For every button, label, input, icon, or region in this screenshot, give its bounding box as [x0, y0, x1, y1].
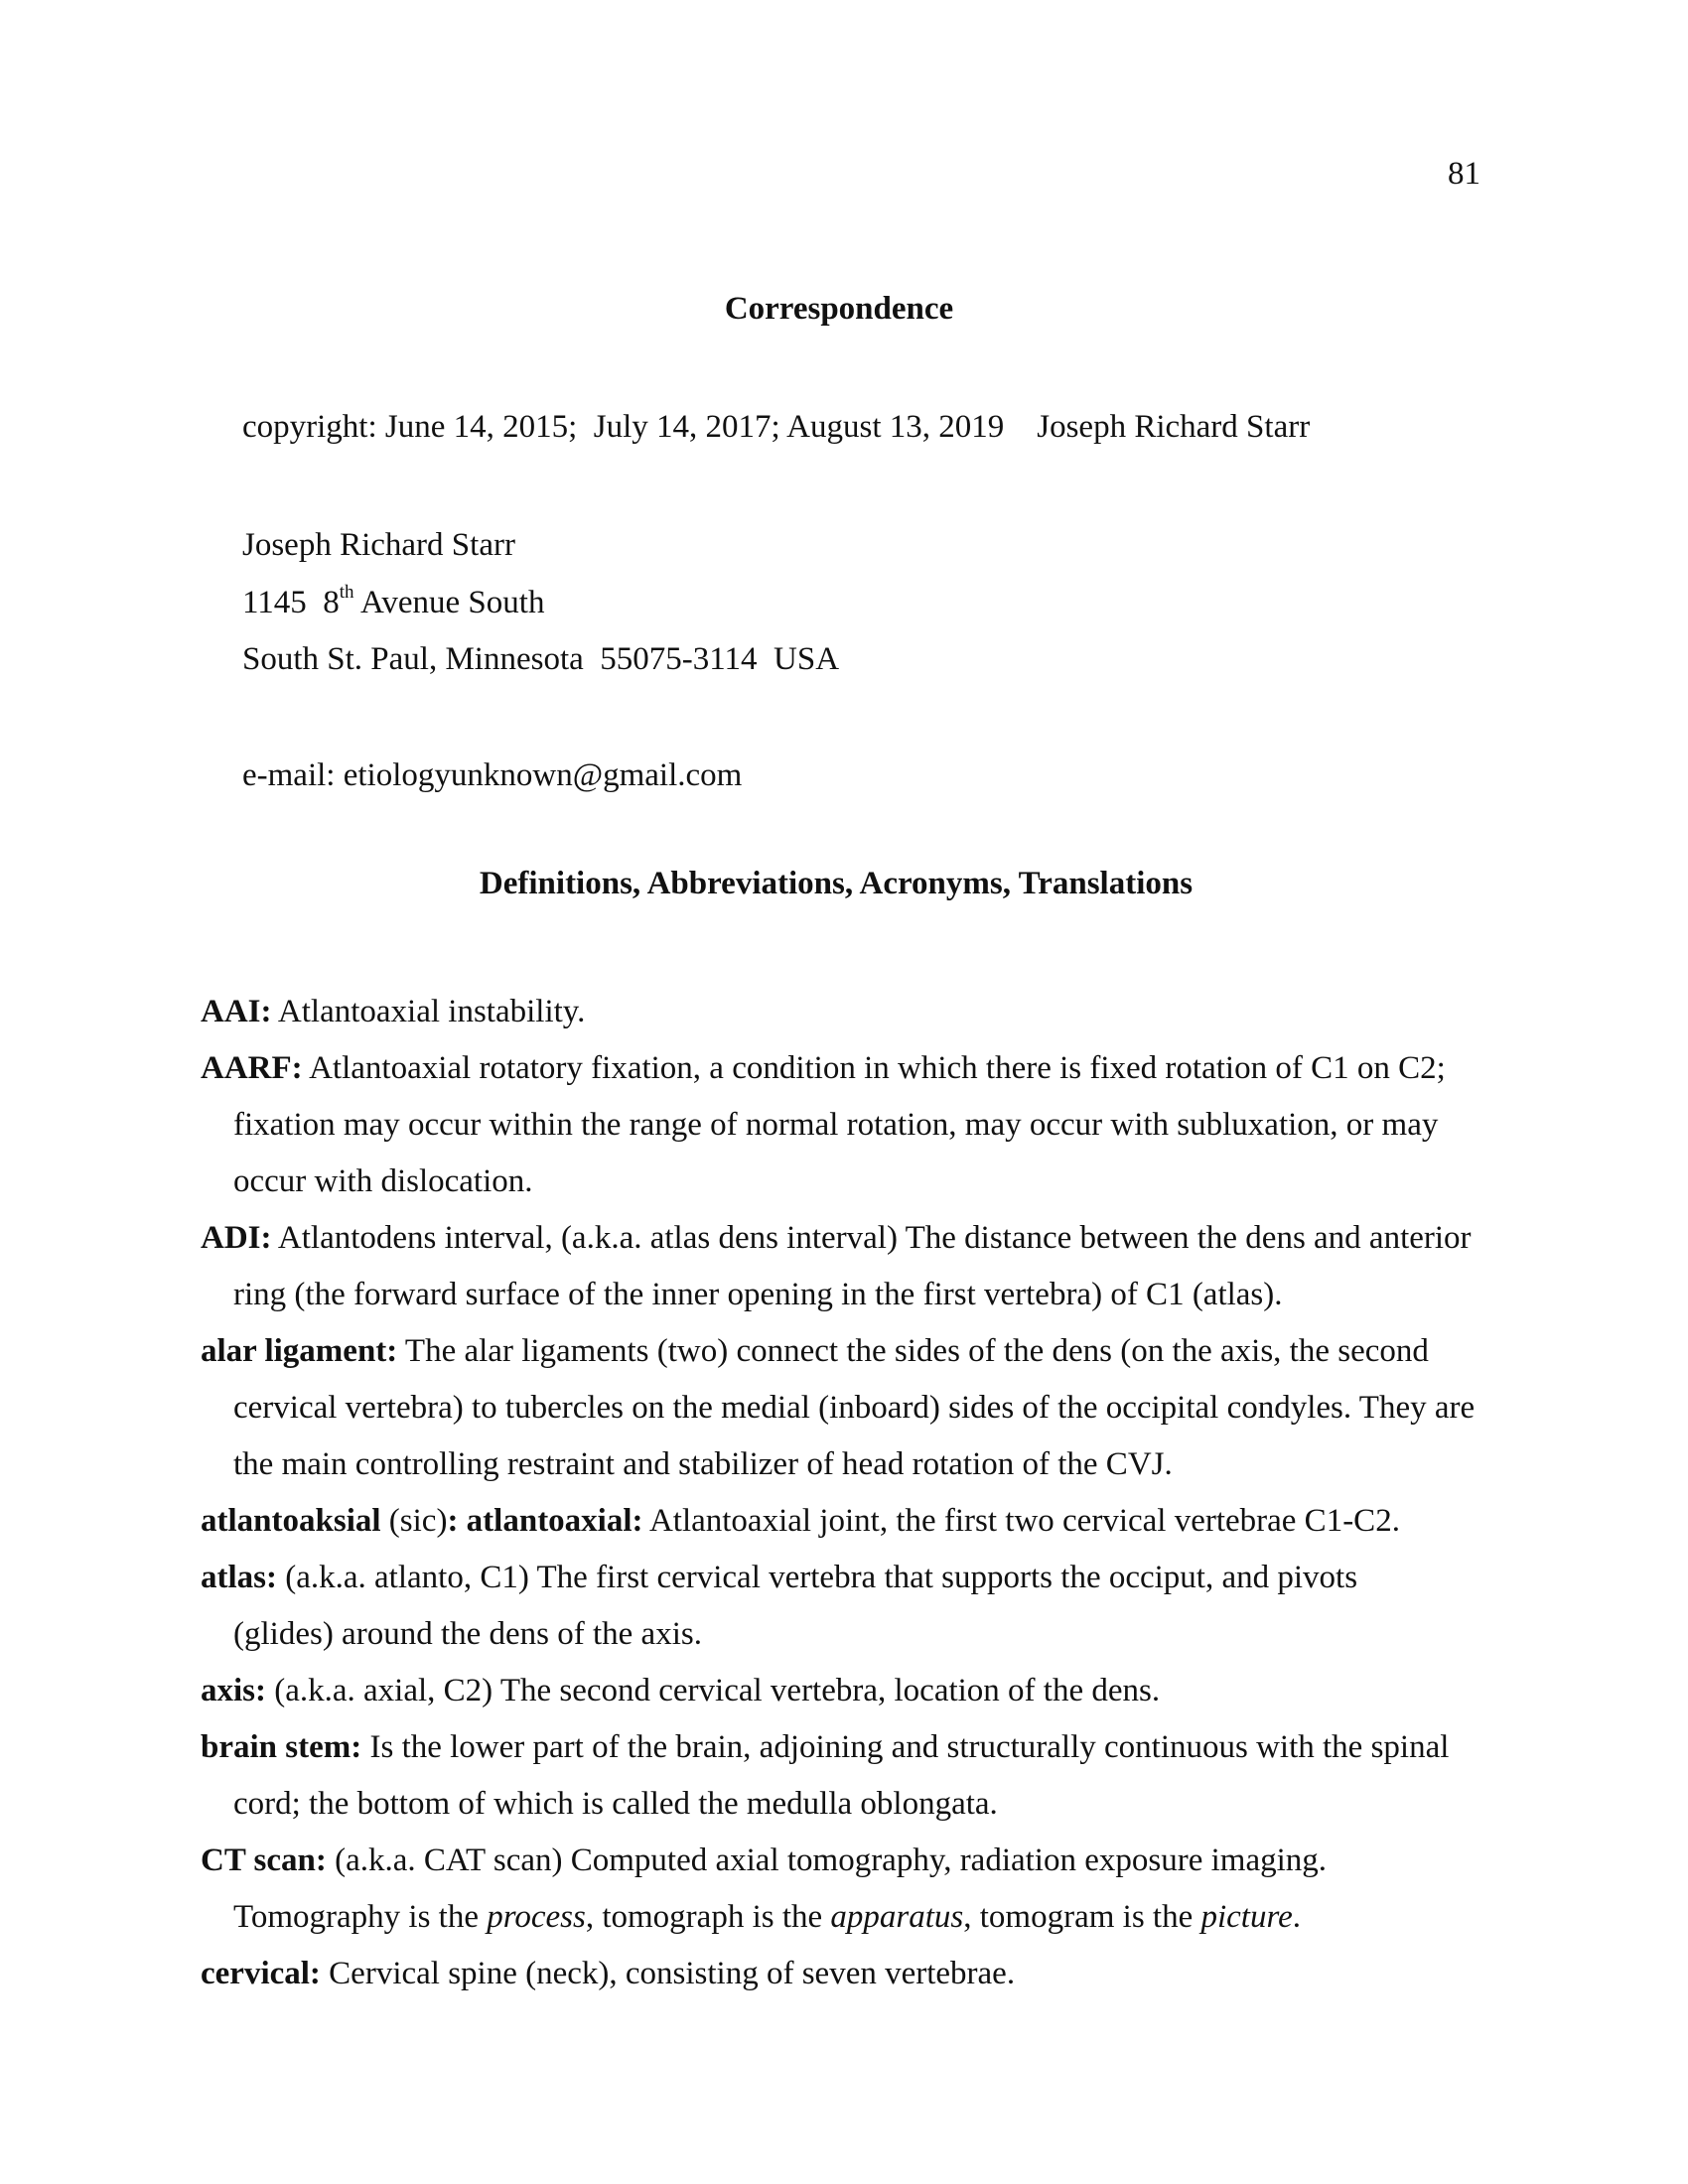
street-name: Avenue South [353, 585, 545, 620]
definition-continuation-line [0, 1154, 1688, 1210]
definition-text: ring (the forward surface of the inner opening in the first vertebra) of C1 (atlas). [233, 1277, 1283, 1312]
definition-text: cervical vertebra) to tubercles on the medial (inboard) sides of the occipital condyles. They are [233, 1390, 1476, 1426]
definition-entry [0, 1719, 1688, 1833]
definition-text: Atlantoaxial joint, the first two cervical vertebrae C1-C2. [642, 1503, 1400, 1539]
definition-first-line [0, 1040, 1688, 1097]
page-number: 81 [1448, 156, 1480, 192]
section-heading-definitions: Definitions, Abbreviations, Acronyms, Translations [479, 866, 1194, 901]
email-label: e-mail: [242, 757, 344, 793]
email-address[interactable]: etiologyunknown@gmail.com [343, 757, 743, 793]
definition-text: (a.k.a. atlanto, C1) The first cervical vertebra that supports the occiput, and pivots [277, 1560, 1358, 1595]
definition-text: . [1292, 1899, 1301, 1935]
definition-continuation-line [0, 1436, 1688, 1493]
definition-text: fixation may occur within the range of normal rotation, may occur with subluxation, or may [233, 1107, 1439, 1143]
definition-text: cord; the bottom of which is called the medulla oblongata. [233, 1786, 998, 1822]
definition-first-line [0, 1719, 1688, 1776]
email-line [242, 748, 742, 804]
emphasis-text: apparatus [830, 1899, 964, 1935]
copyright-line: copyright: June 14, 2015; July 14, 2017; August 13, 2019 Joseph Richard Starr [242, 409, 1311, 445]
definition-text: (a.k.a. CAT scan) Computed axial tomography, radiation exposure imaging. [326, 1843, 1328, 1878]
definition-entry [0, 1663, 1688, 1719]
definition-text: Atlantoaxial instability. [271, 994, 586, 1029]
definition-text: Atlantodens interval, (a.k.a. atlas dens interval) The distance between the dens and anterior [271, 1220, 1472, 1256]
definition-term: brain stem: [201, 1729, 362, 1765]
definition-term: AAI: [201, 994, 272, 1029]
definition-continuation-line [0, 1889, 1688, 1946]
definition-first-line [0, 1493, 1688, 1550]
definition-first-line [0, 1323, 1688, 1380]
definition-text: (glides) around the dens of the axis. [233, 1616, 702, 1652]
definition-entry [0, 1040, 1688, 1210]
section-heading-correspondence: Correspondence [724, 291, 954, 327]
definition-text: , tomogram is the [963, 1899, 1201, 1935]
definition-continuation-line [0, 1380, 1688, 1436]
definition-text: Tomography is the [233, 1899, 488, 1935]
definition-term: atlantoaksial [201, 1503, 381, 1539]
street-address [242, 575, 544, 631]
city-state-zip: South St. Paul, Minnesota 55075-3114 USA [242, 641, 840, 677]
definition-text: The alar ligaments (two) connect the sides of the dens (on the axis, the second [397, 1333, 1429, 1369]
definition-continuation-line [0, 1606, 1688, 1663]
definition-first-line [0, 1663, 1688, 1719]
definition-text: occur with dislocation. [233, 1163, 533, 1199]
definition-entry [0, 1493, 1688, 1550]
definition-continuation-line [0, 1776, 1688, 1833]
emphasis-text: picture [1200, 1899, 1293, 1935]
definition-text: , tomograph is the [585, 1899, 831, 1935]
definition-first-line [0, 1210, 1688, 1267]
definition-entry [0, 1210, 1688, 1323]
definition-term: ADI: [201, 1220, 272, 1256]
definition-term: AARF: [201, 1050, 303, 1086]
definition-term: atlas: [201, 1560, 277, 1595]
definitions-list [0, 984, 1688, 2002]
definition-continuation-line [0, 1097, 1688, 1154]
definition-entry [0, 1550, 1688, 1663]
definition-entry [0, 1833, 1688, 1946]
definition-first-line [0, 1946, 1688, 2002]
definition-term: cervical: [201, 1956, 321, 1991]
definition-text: Cervical spine (neck), consisting of seven vertebrae. [320, 1956, 1016, 1991]
definition-term: alar ligament: [201, 1333, 398, 1369]
definition-text: (a.k.a. axial, C2) The second cervical vertebra, location of the dens. [266, 1673, 1161, 1708]
ordinal-suffix: th [339, 582, 354, 603]
definition-text: Atlantoaxial rotatory fixation, a condition in which there is fixed rotation of C1 on C2; [302, 1050, 1446, 1086]
author-name: Joseph Richard Starr [242, 527, 515, 563]
definition-term: CT scan: [201, 1843, 327, 1878]
definition-text: (sic) [380, 1503, 448, 1539]
definition-continuation-line [0, 1267, 1688, 1323]
definition-first-line [0, 1833, 1688, 1889]
definition-text: the main controlling restraint and stabilizer of head rotation of the CVJ. [233, 1446, 1173, 1482]
street-number: 1145 8 [242, 585, 340, 620]
definition-term: : atlantoaxial: [447, 1503, 643, 1539]
emphasis-text: process [487, 1899, 586, 1935]
definition-term: axis: [201, 1673, 266, 1708]
definition-first-line [0, 984, 1688, 1040]
definition-entry [0, 1323, 1688, 1493]
definition-entry [0, 984, 1688, 1040]
definition-text: Is the lower part of the brain, adjoining and structurally continuous with the spinal [361, 1729, 1450, 1765]
definition-first-line [0, 1550, 1688, 1606]
definition-entry [0, 1946, 1688, 2002]
